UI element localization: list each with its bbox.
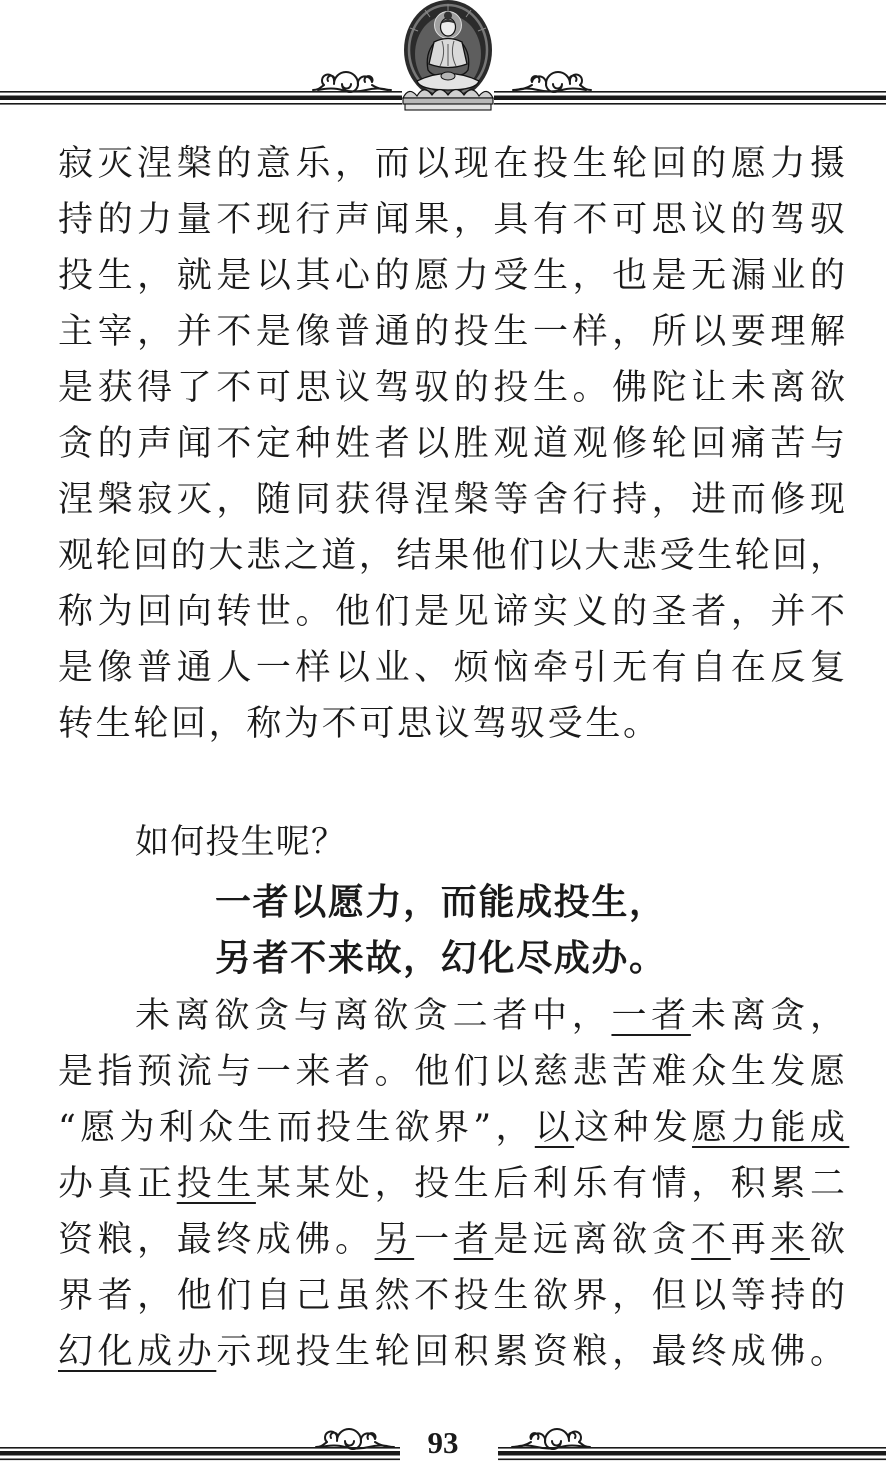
text-segment: 未离贪， (690, 996, 850, 1036)
paragraph-line (58, 304, 850, 360)
commentary-line-text (58, 1268, 850, 1324)
question-line (135, 814, 346, 870)
buddha-figure-icon (403, 0, 493, 110)
text-segment: 这种发 (574, 1108, 693, 1148)
commentary-line-text (58, 1156, 850, 1212)
commentary-line (58, 1156, 850, 1212)
text-segment: 办真正 (58, 1164, 177, 1204)
text-segment: 幻化成办 (58, 1332, 217, 1372)
paragraph-line-text: 是像普通人一样以业、烦恼牵引无有自在反复 (58, 648, 850, 688)
paragraph-line (58, 248, 850, 304)
text-segment: 不 (691, 1220, 731, 1260)
paragraph-line (58, 472, 850, 528)
paragraph-line-text: 投生，就是以其心的愿力受生，也是无漏业的 (58, 256, 850, 296)
text-segment: 来 (770, 1220, 810, 1260)
text-segment: 示现投生轮回积累资粮，最终成佛。 (216, 1332, 850, 1372)
cloud-scroll-icon (513, 72, 591, 92)
paragraph-line (58, 528, 848, 584)
text-segment: 一 (414, 1220, 454, 1260)
commentary-line (58, 1268, 850, 1324)
commentary-line (135, 988, 850, 1044)
verse-line (215, 875, 667, 931)
paragraph-line (58, 136, 850, 192)
commentary-line-text (58, 1044, 850, 1100)
page-header (0, 0, 886, 115)
paragraph-line-text: 称为回向转世。他们是见谛实义的圣者，并不 (58, 592, 850, 632)
paragraph-line-text: 寂灭涅槃的意乐，而以现在投生轮回的愿力摄 (58, 144, 850, 184)
commentary-line (58, 1212, 849, 1268)
verse-line-text: 另者不来故，幻化尽成办。 (215, 938, 667, 979)
text-segment: 界者，他们自己虽然不投生欲界，但以等持的 (58, 1276, 850, 1316)
verse-line (215, 931, 667, 987)
paragraph-line-text: 持的力量不现行声闻果，具有不可思议的驾驭 (58, 200, 850, 240)
header-rule-right (494, 91, 886, 105)
commentary-line (58, 1100, 849, 1156)
text-segment: 某某处，投生后利乐有情，积累二 (255, 1164, 850, 1204)
text-segment: 欲 (809, 1220, 850, 1260)
paragraph-line (58, 360, 850, 416)
page-number: 93 (427, 1425, 459, 1460)
paragraph-line (58, 584, 850, 640)
paragraph-line (58, 192, 850, 248)
paragraph-line-text: 贪的声闻不定种姓者以胜观道观修轮回痛苦与 (58, 424, 850, 464)
commentary-line (58, 1044, 850, 1100)
paragraph-line-text: 观轮回的大悲之道，结果他们以大悲受生轮回， (58, 536, 848, 576)
paragraph-line (58, 640, 850, 696)
text-segment: “愿为利众生而投生欲界”， (58, 1108, 535, 1148)
text-segment: 是指预流与一来者。他们以慈悲苦难众生发愿 (58, 1052, 850, 1092)
verse-line-text: 一者以愿力，而能成投生， (215, 882, 667, 923)
paragraph-line-text: 转生轮回，称为不可思议驾驭受生。 (58, 704, 661, 744)
text-segment: 以 (534, 1108, 575, 1148)
text-segment: 再 (730, 1220, 771, 1260)
paragraph-line (58, 696, 661, 752)
commentary-line-text (135, 988, 850, 1044)
paragraph-line-text: 涅槃寂灭，随同获得涅槃等舍行持，进而修现 (58, 480, 850, 520)
commentary-line (58, 1324, 850, 1380)
text-segment: 一者 (611, 996, 691, 1036)
text-segment: 另 (374, 1220, 415, 1260)
paragraph-line-text: 主宰，并不是像普通的投生一样，所以要理解 (58, 312, 850, 352)
text-segment: 未离欲贪与离欲贪二者中， (135, 996, 612, 1036)
commentary-line-text (58, 1212, 849, 1268)
header-rule-left (0, 91, 402, 105)
text-segment: 资粮，最终成佛。 (58, 1220, 375, 1260)
commentary-line-text (58, 1324, 850, 1380)
text-segment: 者 (453, 1220, 494, 1260)
text-segment: 是远离欲贪 (493, 1220, 692, 1260)
paragraph-line-text: 是获得了不可思议驾驭的投生。佛陀让未离欲 (58, 368, 850, 408)
question-text: 如何投生呢？ (135, 822, 347, 862)
text-segment: 愿力能成 (692, 1108, 850, 1148)
paragraph-line (58, 416, 850, 472)
text-segment: 投生 (176, 1164, 256, 1204)
cloud-scroll-icon (313, 72, 391, 92)
commentary-line-text (58, 1100, 849, 1156)
